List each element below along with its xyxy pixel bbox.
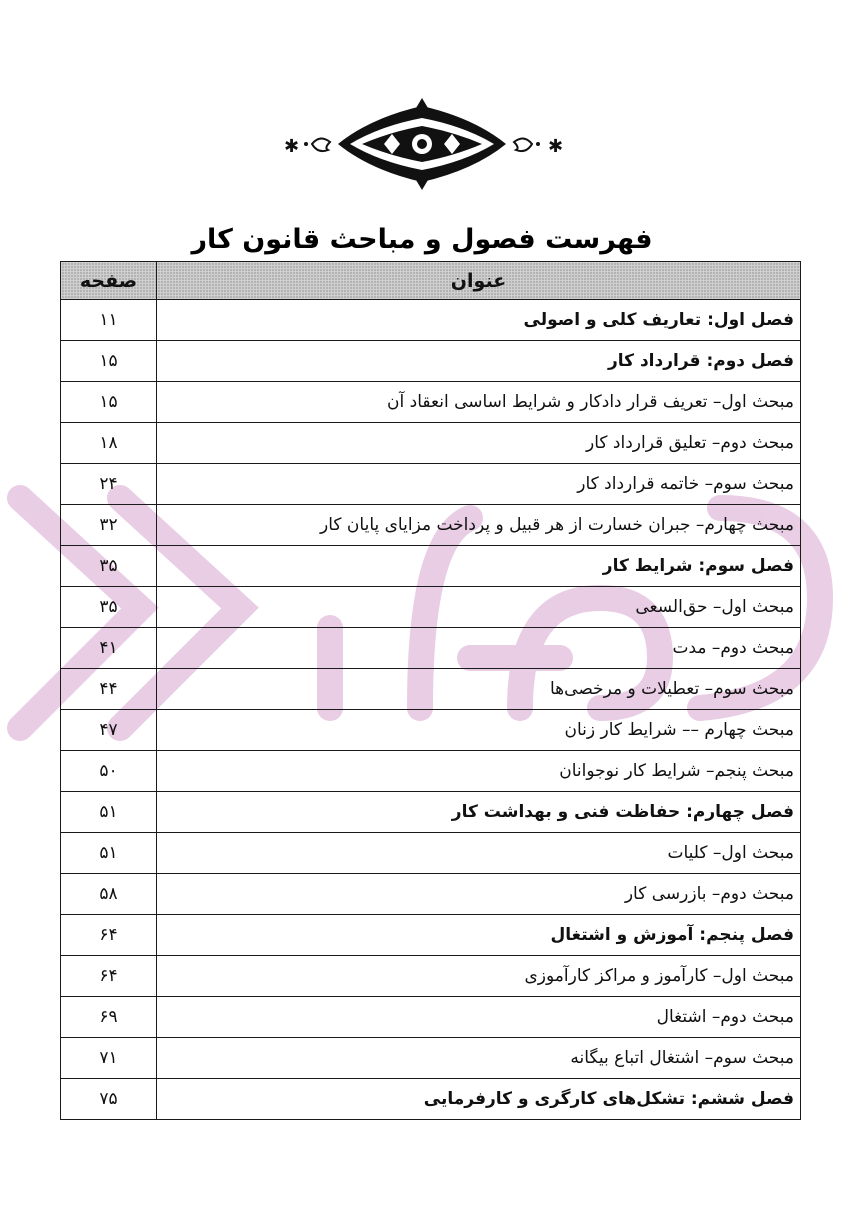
entry-title: فصل پنجم: آموزش و اشتغال [157,915,801,956]
entry-page-number: ۳۵ [61,587,157,628]
chapter-row [61,915,801,956]
entry-page-number: ۶۴ [61,915,157,956]
entry-page-number: ۶۹ [61,997,157,1038]
title-column-header: عنوان [157,262,801,300]
entry-title: فصل دوم: قرارداد کار [157,341,801,382]
entry-page-number: ۴۷ [61,710,157,751]
entry-page-number: ۷۵ [61,1079,157,1120]
entry-page-number: ۳۲ [61,505,157,546]
chapter-row [61,1079,801,1120]
entry-page-number: ۷۱ [61,1038,157,1079]
section-row [61,956,801,997]
entry-title: مبحث سوم– خاتمه قرارداد کار [157,464,801,505]
entry-page-number: ۵۰ [61,751,157,792]
chapter-row [61,300,801,341]
section-row [61,997,801,1038]
entry-page-number: ۱۵ [61,382,157,423]
entry-title: فصل سوم: شرایط کار [157,546,801,587]
entry-title: مبحث پنجم– شرایط کار نوجوانان [157,751,801,792]
entry-page-number: ۴۴ [61,669,157,710]
chapter-row [61,341,801,382]
entry-page-number: ۵۱ [61,833,157,874]
entry-page-number: ۴۱ [61,628,157,669]
entry-title: مبحث اول– کارآموز و مراکز کارآموزی [157,956,801,997]
section-row [61,587,801,628]
entry-title: مبحث سوم– تعطیلات و مرخصی‌ها [157,669,801,710]
table-header-row [61,262,801,300]
toc-body [61,300,801,1120]
entry-title: مبحث چهارم –– شرایط کار زنان [157,710,801,751]
section-row [61,464,801,505]
entry-title: فصل ششم: تشکل‌های کارگری و کارفرمایی [157,1079,801,1120]
entry-page-number: ۶۴ [61,956,157,997]
entry-title: مبحث اول– کلیات [157,833,801,874]
chapter-row [61,546,801,587]
section-row [61,423,801,464]
section-row [61,751,801,792]
section-row [61,874,801,915]
chapter-row [61,792,801,833]
star-icon: ✱ [284,136,300,157]
entry-title: مبحث دوم– مدت [157,628,801,669]
section-row [61,833,801,874]
section-row [61,669,801,710]
entry-title: مبحث دوم– تعلیق قرارداد کار [157,423,801,464]
toc-table [60,261,801,1120]
entry-title: مبحث اول– حق‌السعی [157,587,801,628]
section-row [61,710,801,751]
entry-page-number: ۳۵ [61,546,157,587]
decorative-ornament [0,96,844,191]
entry-title: فصل اول: تعاریف کلی و اصولی [157,300,801,341]
entry-title: مبحث چهارم– جبران خسارت از هر قبیل و پرداخت مزایای پایان کار [157,505,801,546]
entry-page-number: ۱۸ [61,423,157,464]
entry-page-number: ۲۴ [61,464,157,505]
section-row [61,505,801,546]
entry-title: مبحث سوم– اشتغال اتباع بیگانه [157,1038,801,1079]
entry-page-number: ۵۸ [61,874,157,915]
page-column-header: صفحه [61,262,157,300]
entry-page-number: ۵۱ [61,792,157,833]
entry-page-number: ۱۱ [61,300,157,341]
section-row [61,1038,801,1079]
star-icon: ✱ [548,136,564,157]
section-row [61,382,801,423]
page-title: فهرست فصول و مباحث قانون کار [191,224,653,255]
entry-title: مبحث اول– تعریف قرار دادکار و شرایط اساسی انعقاد آن [157,382,801,423]
entry-title: مبحث دوم– بازرسی کار [157,874,801,915]
entry-title: فصل چهارم: حفاظت فنی و بهداشت کار [157,792,801,833]
entry-page-number: ۱۵ [61,341,157,382]
entry-title: مبحث دوم– اشتغال [157,997,801,1038]
section-row [61,628,801,669]
